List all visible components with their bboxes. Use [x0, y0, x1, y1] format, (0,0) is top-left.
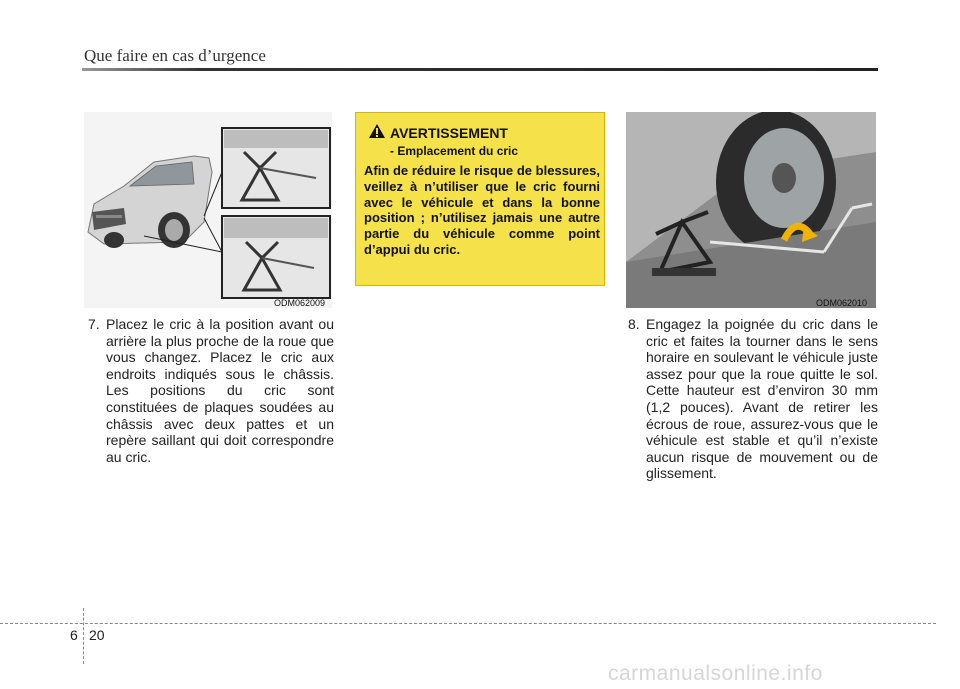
figure-code-right: ODM062010 [816, 298, 868, 308]
watermark-text: carmanualsonline.info [608, 662, 823, 685]
warning-subtitle: - Emplacement du cric [390, 144, 519, 158]
step-number: 7. [88, 316, 100, 332]
step-number: 8. [628, 316, 640, 332]
page-header-title: Que faire en cas d’urgence [84, 46, 266, 65]
header-rule [82, 68, 878, 71]
page-number: 20 [89, 627, 105, 643]
footer-rule [0, 623, 936, 624]
car-jack-points-drawing [84, 112, 332, 308]
jack-position-illustration [84, 112, 332, 308]
footer-divider [83, 608, 84, 664]
wheel-jack-drawing [626, 112, 876, 308]
warning-title: AVERTISSEMENT [390, 125, 508, 141]
warning-box [355, 112, 605, 286]
chapter-number: 6 [70, 627, 78, 643]
step-7 [88, 316, 334, 465]
step-text: Engagez la poignée du cric dans le cric et faites la tourner dans le sens horaire en soulevant le véhicule juste assez pour que la roue quitte le sol. Cette hauteur est d’environ 30 mm (1,2 pouces). Avant de retirer les écrous de roue, assurez-vous que le véhicule est stable et qu’il n’existe aucun risque de mouvement ou de glissement. [646, 316, 878, 482]
warning-body: Afin de réduire le risque de blessures, veillez à n’utiliser que le cric fourni avec le véhicule et dans la bonne position ; n’utilisez jamais une autre partie du véhicule comme point d’appui du cric. [364, 163, 600, 257]
step-text: Placez le cric à la position avant ou arrière la plus proche de la roue que vous changez. Placez le cric aux endroits indiqués sous le châssis. Les positions du cric sont constituées de plaques soudées au châssis avec deux pattes et un repère saillant qui doit correspondre au cric. [106, 316, 334, 465]
jack-handle-illustration [626, 112, 876, 308]
step-8 [628, 316, 878, 482]
warning-triangle-icon [368, 123, 386, 144]
figure-code-left: ODM062009 [274, 298, 326, 308]
